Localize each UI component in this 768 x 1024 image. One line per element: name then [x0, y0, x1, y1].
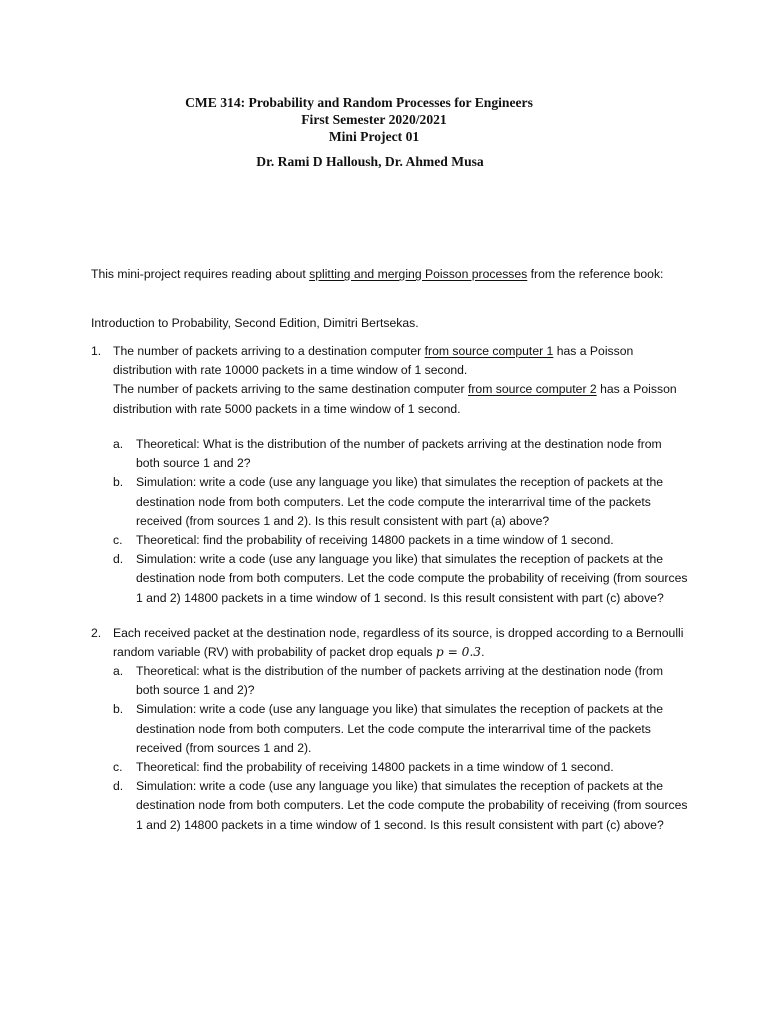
- part-letter: c.: [113, 760, 123, 775]
- part-text: Theoretical: find the probability of receiving 14800 packets in a time window of 1 second.: [136, 533, 614, 548]
- part-text: Simulation: write a code (use any language you like) that simulates the reception of packets at the destination node from both computers. Let the code compute the probability of receiving (from sources 1 and 2) 14800 packets in a time window of 1 second. Is this result consistent with part (c) above?: [136, 779, 688, 832]
- part-letter: c.: [113, 533, 123, 548]
- part-letter: b.: [113, 475, 124, 490]
- q2-drop-probability: p = 0.3: [435, 645, 482, 660]
- list-item: [113, 550, 688, 608]
- part-letter: b.: [113, 702, 124, 717]
- part-text: Simulation: write a code (use any language you like) that simulates the reception of packets at the destination node from both computers. Let the code compute the interarrival time of the packets received (from sources 1 and 2). Is this result consistent with part (a) above?: [136, 475, 664, 528]
- list-item: [113, 758, 688, 777]
- part-letter: a.: [113, 437, 124, 451]
- project-title: Mini Project 01: [328, 129, 420, 144]
- part-letter: d.: [113, 552, 124, 567]
- question-1-parts: [113, 435, 688, 608]
- intro-paragraph: [91, 265, 691, 284]
- q1-p1-text-before: The number of packets arriving to a destination computer: [113, 344, 425, 358]
- list-item: [113, 662, 688, 700]
- instructors-line: Dr. Rami D Halloush, Dr. Ahmed Musa: [256, 154, 484, 169]
- q1-source-2-underlined: from source computer 2: [467, 382, 597, 397]
- part-letter: a.: [113, 664, 124, 678]
- list-item: [113, 700, 688, 758]
- course-title: CME 314: Probability and Random Processes for Engineers: [185, 95, 533, 110]
- q1-p2-text-before: The number of packets arriving to the same destination computer: [113, 382, 468, 397]
- part-text: Simulation: write a code (use any language you like) that simulates the reception of packets at the destination node from both computers. Let the code compute the probability of receiving (from sources 1 and 2) 14800 packets in a time window of 1 second. Is this result consistent with part (c) above?: [136, 552, 688, 605]
- list-item: [113, 435, 688, 473]
- q1-p1-text-after: has a Poisson distribution with rate 10000 packets in a time window of 1 second.: [113, 344, 634, 378]
- q1-source-1-underlined: from source computer 1: [424, 344, 554, 358]
- intro-text-after: from the reference book:: [527, 267, 664, 281]
- semester-line: First Semester 2020/2021: [301, 112, 447, 127]
- question-1-number: 1.: [91, 344, 102, 358]
- question-1-paragraph-2: [113, 380, 691, 418]
- part-letter: d.: [113, 779, 124, 794]
- q1-p2-text-after: has a Poisson distribution with rate 5000 packets in a time window of 1 second.: [113, 382, 677, 416]
- question-2: [91, 624, 691, 662]
- question-2-parts: [113, 662, 688, 835]
- part-text: Theoretical: What is the distribution of the number of packets arriving at the destination node from both source 1 and 2?: [136, 437, 662, 471]
- question-2-paragraph: [113, 624, 691, 662]
- list-item: [113, 531, 688, 550]
- q2-text-after: .: [481, 645, 485, 660]
- part-text: Simulation: write a code (use any language you like) that simulates the reception of packets at the destination node from both computers. Let the code compute the interarrival time of the packets received (from sources 1 and 2).: [136, 702, 664, 755]
- part-text: Theoretical: what is the distribution of the number of packets arriving at the destination node (from both source 1 and 2)?: [136, 664, 664, 698]
- part-text: Theoretical: find the probability of receiving 14800 packets in a time window of 1 second.: [136, 760, 614, 775]
- q2-text-before: Each received packet at the destination node, regardless of its source, is dropped according to a Bernoulli random variable (RV) with probability of packet drop equals: [113, 626, 684, 660]
- question-2-number: 2.: [91, 626, 102, 640]
- intro-topic-underlined: splitting and merging Poisson processes: [309, 267, 528, 281]
- list-item: [113, 777, 688, 835]
- question-1-paragraph-1: [113, 342, 691, 380]
- list-item: [113, 473, 688, 531]
- question-1: [91, 342, 691, 419]
- intro-text-before: This mini-project requires reading about: [91, 267, 310, 281]
- reference-book: Introduction to Probability, Second Edition, Dimitri Bertsekas.: [91, 316, 419, 330]
